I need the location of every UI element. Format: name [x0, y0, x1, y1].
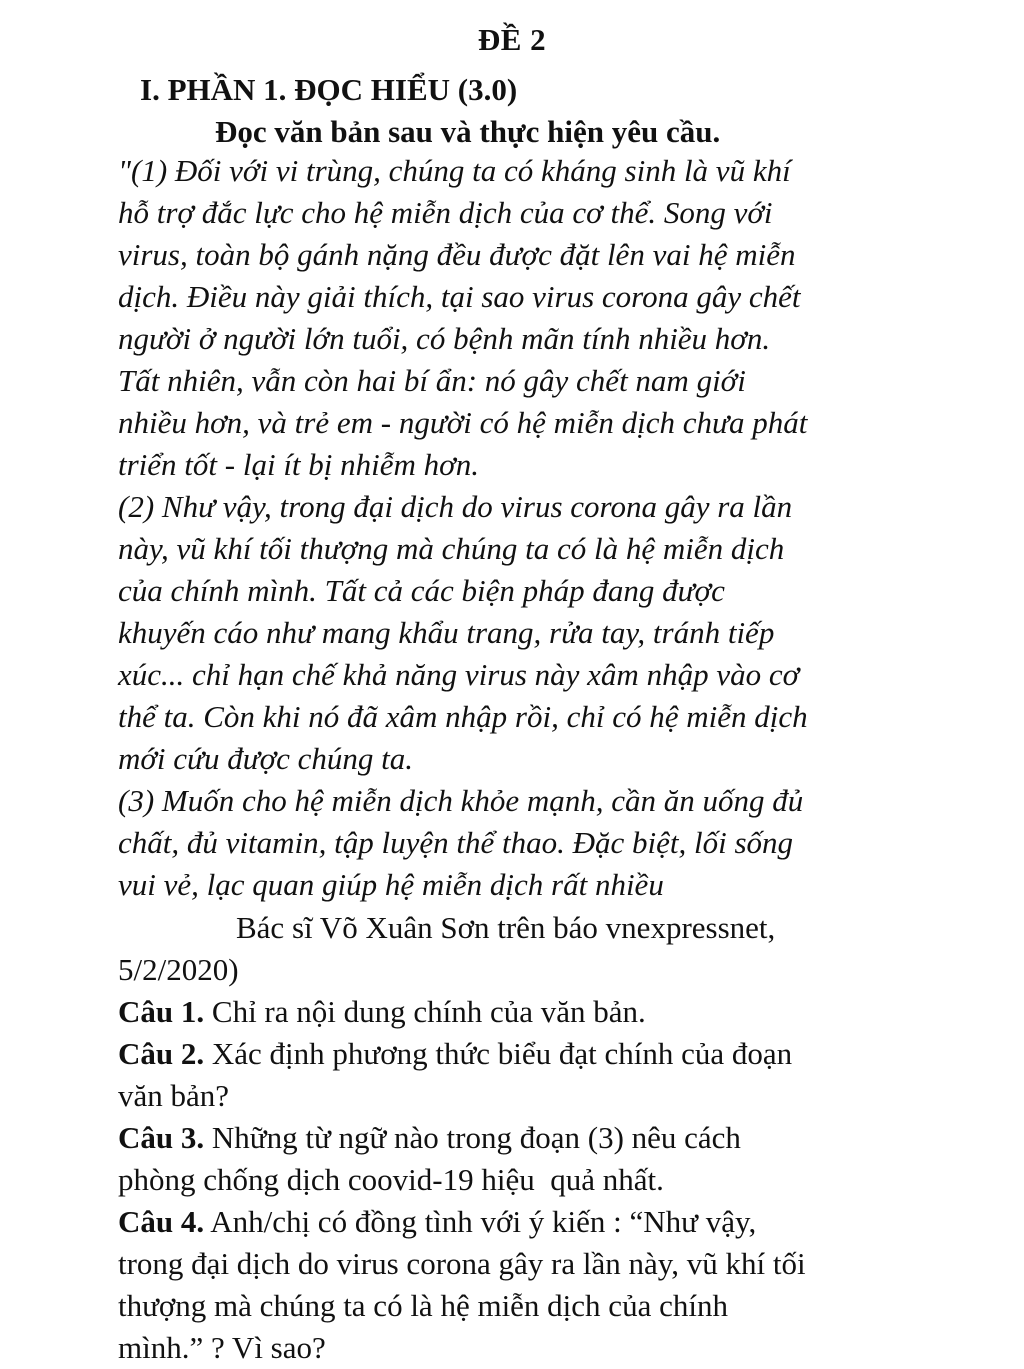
source-line-2: 5/2/2020) [118, 952, 239, 987]
question-2-text: Xác định phương thức biểu đạt chính của đoạn [211, 1036, 793, 1071]
question-4-label: Câu 4. [118, 1204, 205, 1239]
passage-line: vui vẻ, lạc quan giúp hệ miễn dịch rất nhiều [118, 867, 664, 902]
question-list [118, 991, 918, 1369]
question-2 [118, 1033, 918, 1075]
passage-line: mới cứu được chúng ta. [118, 741, 414, 776]
section-heading: I. PHẦN 1. ĐỌC HIỂU (3.0) [140, 72, 518, 107]
passage-line: triển tốt - lại ít bị nhiễm hơn. [118, 447, 479, 482]
question-1 [118, 991, 918, 1033]
passage-line: người ở người lớn tuổi, có bệnh mãn tính nhiều hơn. [118, 321, 771, 356]
passage-line: khuyến cáo như mang khẩu trang, rửa tay, tránh tiếp [118, 615, 775, 650]
exam-title: ĐỀ 2 [477, 22, 547, 57]
question-3 [118, 1117, 918, 1159]
question-3-text: Những từ ngữ nào trong đoạn (3) nêu cách [211, 1120, 741, 1155]
passage-line: dịch. Điều này giải thích, tại sao virus corona gây chết [118, 279, 801, 314]
question-1-label: Câu 1. [118, 994, 205, 1029]
passage-line: virus, toàn bộ gánh nặng đều được đặt lên vai hệ miễn [118, 237, 796, 272]
question-2-continuation: văn bản? [118, 1078, 230, 1113]
question-2-label: Câu 2. [118, 1036, 205, 1071]
passage-line: "(1) Đối với vi trùng, chúng ta có kháng sinh là vũ khí [118, 153, 791, 188]
question-1-text: Chỉ ra nội dung chính của văn bản. [211, 994, 646, 1029]
question-3-label: Câu 3. [118, 1120, 205, 1155]
reading-passage [118, 150, 918, 906]
instruction-text: Đọc văn bản sau và thực hiện yêu cầu. [215, 114, 721, 149]
question-4-continuation: trong đại dịch do virus corona gây ra lần này, vũ khí tối [118, 1246, 806, 1281]
passage-line: thể ta. Còn khi nó đã xâm nhập rồi, chỉ có hệ miễn dịch [118, 699, 808, 734]
source-line-1: Bác sĩ Võ Xuân Sơn trên báo vnexpressnet, [236, 910, 776, 945]
passage-line: này, vũ khí tối thượng mà chúng ta có là hệ miễn dịch [118, 531, 785, 566]
question-4-continuation: thượng mà chúng ta có là hệ miễn dịch của chính [118, 1288, 728, 1323]
passage-line: xúc... chỉ hạn chế khả năng virus này xâm nhập vào cơ [118, 657, 800, 692]
passage-line: Tất nhiên, vẫn còn hai bí ẩn: nó gây chết nam giới [118, 363, 746, 398]
passage-line: chất, đủ vitamin, tập luyện thể thao. Đặc biệt, lối sống [118, 825, 794, 860]
question-4-continuation: mình.” ? Vì sao? [118, 1330, 326, 1365]
passage-line: của chính mình. Tất cả các biện pháp đang được [118, 573, 725, 608]
question-3-continuation: phòng chống dịch coovid-19 hiệu quả nhất. [118, 1162, 664, 1197]
passage-line: hỗ trợ đắc lực cho hệ miễn dịch của cơ thể. Song với [118, 195, 773, 230]
passage-line: (3) Muốn cho hệ miễn dịch khỏe mạnh, cần ăn uống đủ [118, 783, 804, 818]
question-4-text: Anh/chị có đồng tình với ý kiến : “Như vậy, [210, 1204, 757, 1239]
source-citation [118, 907, 918, 991]
question-4 [118, 1201, 918, 1243]
passage-line: (2) Như vậy, trong đại dịch do virus corona gây ra lần [118, 489, 793, 524]
passage-line: nhiều hơn, và trẻ em - người có hệ miễn dịch chưa phát [118, 405, 808, 440]
